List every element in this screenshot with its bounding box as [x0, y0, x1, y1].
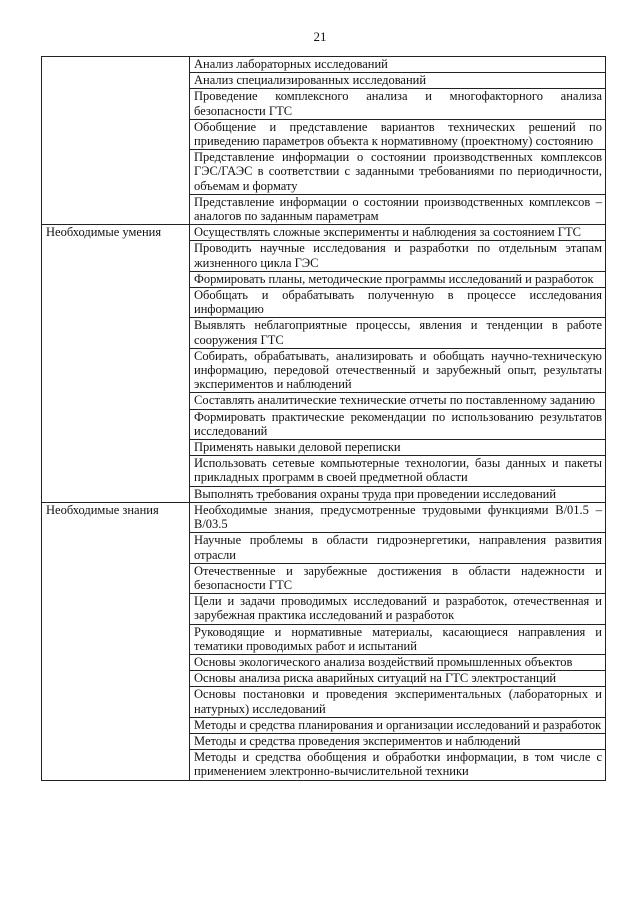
section-label: Необходимые знания: [42, 502, 190, 780]
requirement-item: Анализ специализированных исследований: [190, 73, 606, 89]
requirement-item: Необходимые знания, предусмотренные трудовыми функциями В/01.5 – В/03.5: [190, 502, 606, 532]
table-row: [42, 57, 606, 73]
requirement-item: Методы и средства планирования и организации исследований и разработок: [190, 717, 606, 733]
requirement-item: Обобщение и представление вариантов технических решений по приведению параметров объекта к нормативному (проектному) состоянию: [190, 119, 606, 149]
requirement-item: Руководящие и нормативные материалы, касающиеся направления и тематики проводимых работ и испытаний: [190, 624, 606, 654]
requirement-item: Формировать планы, методические программы исследований и разработок: [190, 271, 606, 287]
requirement-item: Составлять аналитические технические отчеты по поставленному заданию: [190, 393, 606, 409]
requirement-item: Обобщать и обрабатывать полученную в процессе исследования информацию: [190, 288, 606, 318]
section-label-continued: [42, 57, 190, 225]
requirement-item: Собирать, обрабатывать, анализировать и обобщать научно-техническую информацию, передовой отечественный и зарубежный опыт, результаты экспериментов и наблюдений: [190, 348, 606, 393]
requirement-item: Методы и средства обобщения и обработки информации, в том числе с применением электронно-вычислительной техники: [190, 750, 606, 780]
requirement-item: Научные проблемы в области гидроэнергетики, направления развития отрасли: [190, 533, 606, 563]
requirement-item: Анализ лабораторных исследований: [190, 57, 606, 73]
page-number: 21: [313, 29, 327, 44]
requirement-item: Основы анализа риска аварийных ситуаций на ГТС электростанций: [190, 671, 606, 687]
table-row: [42, 502, 606, 532]
requirement-item: Проводить научные исследования и разработки по отдельным этапам жизненного цикла ГЭС: [190, 241, 606, 271]
table-row: [42, 225, 606, 241]
requirements-table: [41, 56, 606, 781]
requirement-item: Выполнять требования охраны труда при проведении исследований: [190, 486, 606, 502]
requirement-item: Цели и задачи проводимых исследований и разработок, отечественная и зарубежная практика исследований и разработок: [190, 594, 606, 624]
requirement-item: Основы экологического анализа воздействий промышленных объектов: [190, 654, 606, 670]
requirements-table-body: [42, 57, 606, 781]
requirement-item: Использовать сетевые компьютерные технологии, базы данных и пакеты прикладных программ в своей предметной области: [190, 456, 606, 486]
requirement-item: Методы и средства проведения экспериментов и наблюдений: [190, 733, 606, 749]
requirement-item: Представление информации о состоянии производственных комплексов – аналогов по заданным параметрам: [190, 194, 606, 224]
requirement-item: Основы постановки и проведения экспериментальных (лабораторных и натурных) исследований: [190, 687, 606, 717]
requirement-item: Проведение комплексного анализа и многофакторного анализа безопасности ГТС: [190, 89, 606, 119]
requirement-item: Отечественные и зарубежные достижения в области надежности и безопасности ГТС: [190, 563, 606, 593]
requirement-item: Применять навыки деловой переписки: [190, 440, 606, 456]
requirement-item: Представление информации о состоянии производственных комплексов ГЭС/ГАЭС в соответствии с заданными требованиями по периодичности, объемам и формату: [190, 150, 606, 195]
requirement-item: Формировать практические рекомендации по использованию результатов исследований: [190, 409, 606, 439]
requirement-item: Выявлять неблагоприятные процессы, явления и тенденции в работе сооружения ГТС: [190, 318, 606, 348]
requirement-item: Осуществлять сложные эксперименты и наблюдения за состоянием ГТС: [190, 225, 606, 241]
section-label: Необходимые умения: [42, 225, 190, 503]
